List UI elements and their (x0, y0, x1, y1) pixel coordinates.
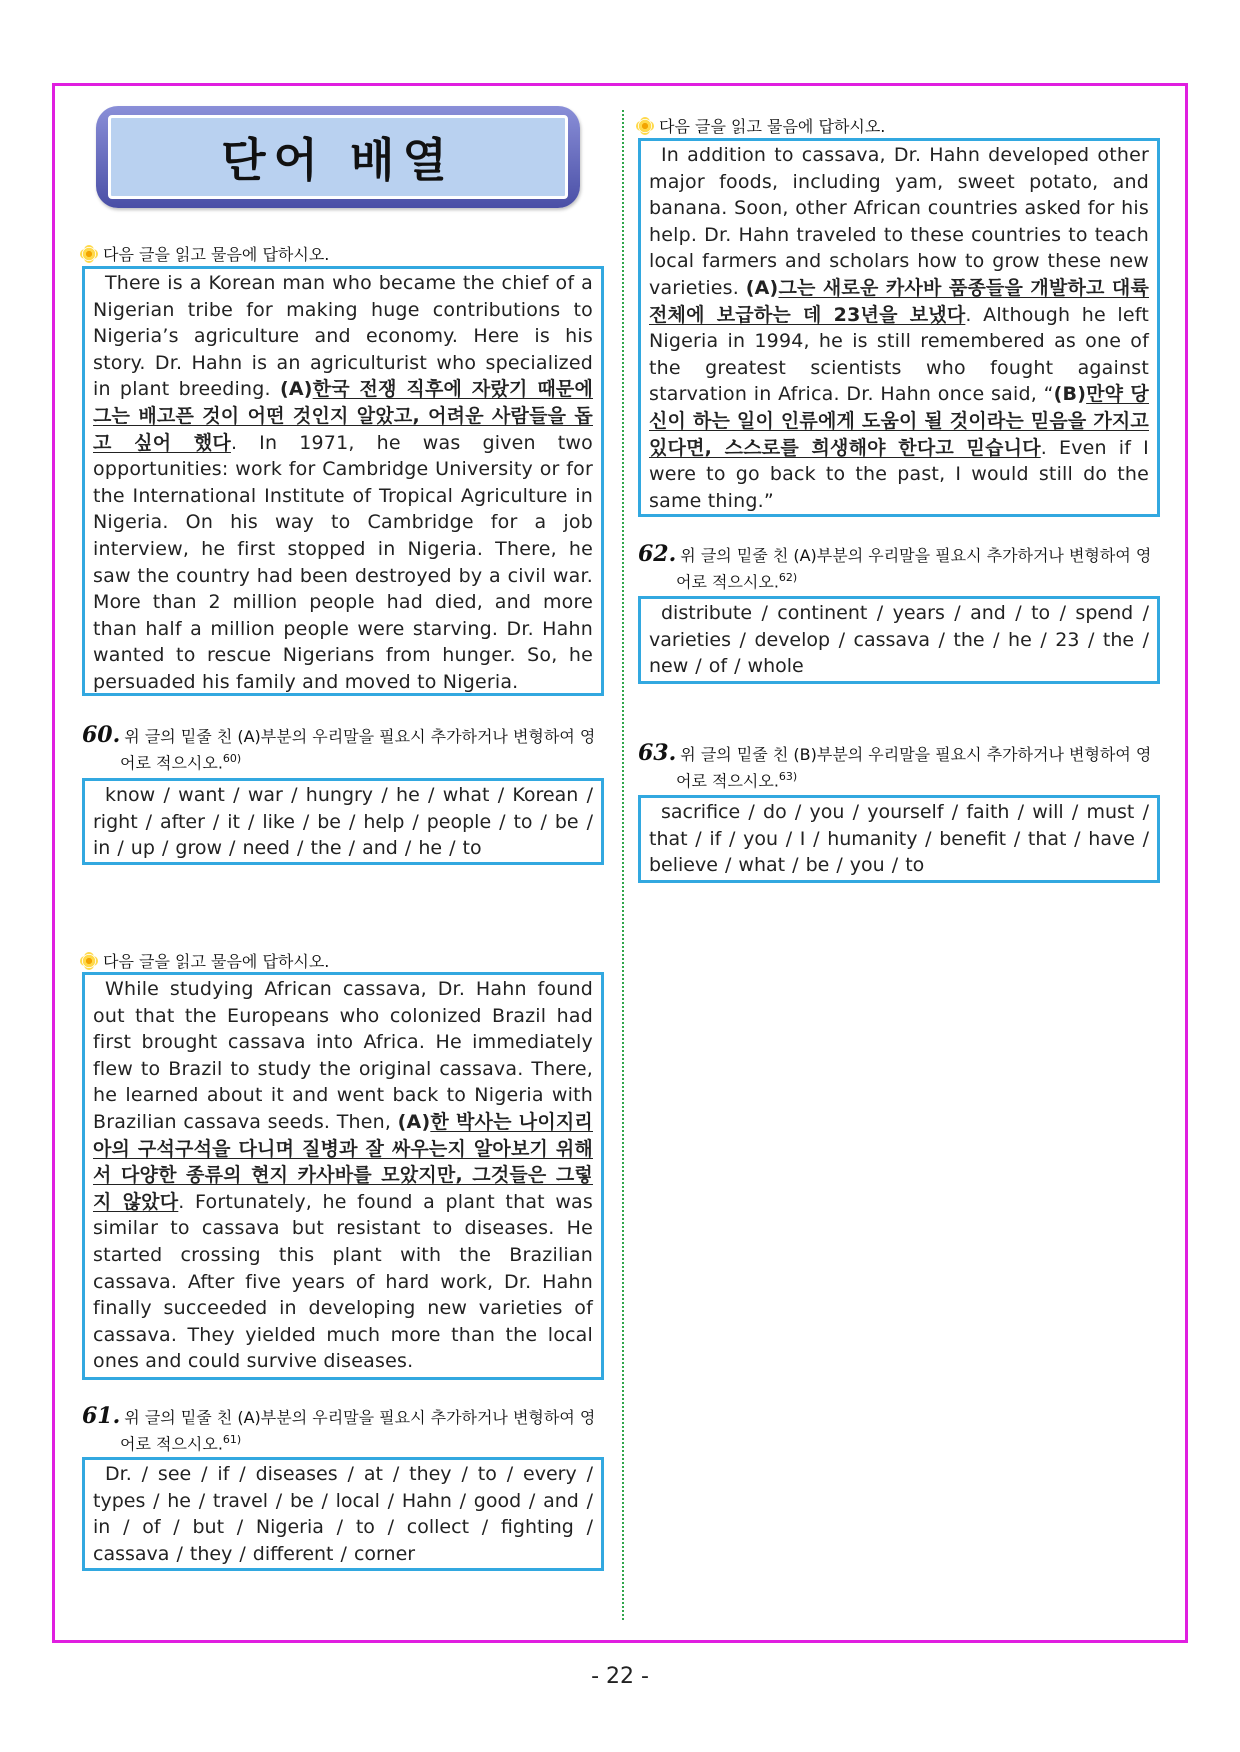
word-bank-63 (638, 795, 1160, 883)
flower-icon (82, 247, 96, 261)
question-60 (82, 724, 604, 774)
question-text: 위 글의 밑줄 친 (A)부분의 우리말을 필요시 추가하거나 변형하여 영 (124, 727, 596, 746)
question-text: 위 글의 밑줄 친 (B)부분의 우리말을 필요시 추가하거나 변형하여 영 (680, 745, 1152, 764)
question-text: 위 글의 밑줄 친 (A)부분의 우리말을 필요시 추가하거나 변형하여 영 (680, 546, 1152, 565)
instruction-text: 다음 글을 읽고 물음에 답하시오. (103, 952, 330, 971)
footnote-ref: 63) (778, 770, 798, 783)
passage-2: While studying African cassava, Dr. Hahn found out that the Europeans who colonized Brazil had first brought cassava into Africa. He immediately flew to Brazil to study the original cassava. There, he learned about it and went back to Nigeria with Brazilian cassava seeds. Then, (A)한 박사는 나이지리아의 구석구석을 다니며 질병과 잘 싸우는지 알아보기 위해서 다양한 종류의 현지 카사바를 모았지만, 그것들은 그렇지 않았다. Fortunately, he found a plant that was similar to cassava but resistant to diseases. He started crossing this plant with the Brazilian cassava. After five years of hard work, Dr. Hahn finally succeeded in developing new varieties of cassava. They yielded much more than the local ones and could survive diseases. (82, 972, 604, 1380)
underlined-korean-a: 한 박사는 나이지리아의 구석구석을 다니며 질병과 잘 싸우는지 알아보기 위해서 다양한 종류의 현지 카사바를 모았지만, 그것들은 그렇지 않았다 (93, 1110, 593, 1213)
question-text-cont: 어로 적으시오. (120, 753, 223, 773)
question-63 (638, 742, 1160, 792)
question-number: 61. (82, 1403, 121, 1429)
question-number: 63. (638, 740, 677, 766)
marker-a: (A) (279, 378, 313, 401)
footnote-ref: 61) (222, 1433, 242, 1446)
marker-a: (A) (745, 276, 779, 299)
word-bank-text: know / want / war / hungry / he / what / Korean / right / after / it / like / be / help / people / to / be / in / up / grow / need / the / and / he / to (93, 784, 593, 860)
passage-1: There is a Korean man who became the chief of a Nigerian tribe for making huge contributions to Nigeria’s agriculture and economy. Here is his story. Dr. Hahn is an agriculturist who specialized in plant breeding. (A)한국 전쟁 직후에 자랐기 때문에 그는 배고픈 것이 어떤 것인지 알았고, 어려운 사람들을 돕고 싶어 했다. In 1971, he was given two opportunities: work for Cambridge University or for the International Institute of Tropical Agriculture in Nigeria. On his way to Cambridge for a job interview, he first stopped in Nigeria. There, he saw the country had been destroyed by a civil war. More than 2 million people had died, and more than half a million people were starving. Dr. Hahn wanted to rescue Nigerians from hunger. So, he persuaded his family and moved to Nigeria. (82, 266, 604, 696)
instruction-text: 다음 글을 읽고 물음에 답하시오. (659, 117, 886, 136)
underlined-korean-b: 만약 당신이 하는 일이 인류에게 도움이 될 것이라는 믿음을 가지고 있다면, 스스로를 희생해야 한다고 믿습니다 (649, 383, 1149, 459)
question-text-cont: 어로 적으시오. (120, 1434, 223, 1454)
flower-icon (82, 954, 96, 968)
passage-3: In addition to cassava, Dr. Hahn developed other major foods, including yam, sweet potato, and banana. Soon, other African countries asked for his help. Dr. Hahn traveled to these countries to teach local farmers and scholars how to grow these new varieties. (A)그는 새로운 카사바 품종들을 개발하고 대륙 전체에 보급하는 데 23년을 보냈다. Although he left Nigeria in 1994, he is still remembered as one of the greatest scientists who fought against starvation in Africa. Dr. Hahn once said, “(B)만약 당신이 하는 일이 인류에게 도움이 될 것이라는 믿음을 가지고 있다면, 스스로를 희생해야 한다고 믿습니다. Even if I were to go back to the past, I would still do the same thing.” (638, 138, 1160, 517)
title-badge (96, 106, 580, 208)
column-divider (622, 110, 624, 1620)
question-62 (638, 543, 1160, 593)
word-bank-60 (82, 778, 604, 865)
marker-b: (B) (1053, 383, 1087, 406)
word-bank-text: sacrifice / do / you / yourself / faith / will / must / that / if / you / I / humanity / benefit / that / have / believe / what / be / you / to (649, 801, 1149, 877)
question-61 (82, 1405, 604, 1455)
word-bank-text: distribute / continent / years / and / to / spend / varieties / develop / cassava / the / he / 23 / the / new / of / whole (649, 602, 1149, 678)
page-title: 단어 배열 (108, 115, 568, 199)
underlined-korean-a: 한국 전쟁 직후에 자랐기 때문에 그는 배고픈 것이 어떤 것인지 알았고, 어려운 사람들을 돕고 싶어 했다 (93, 378, 594, 454)
instruction-2 (82, 949, 329, 972)
instruction-3 (638, 114, 885, 137)
question-number: 60. (82, 722, 121, 748)
page-number: - 22 - (591, 1664, 649, 1689)
word-bank-62 (638, 596, 1160, 684)
footnote-ref: 60) (222, 752, 242, 765)
marker-a: (A) (397, 1110, 431, 1133)
question-text: 위 글의 밑줄 친 (A)부분의 우리말을 필요시 추가하거나 변형하여 영 (124, 1408, 596, 1427)
footnote-ref: 62) (778, 571, 798, 584)
flower-icon (638, 119, 652, 133)
word-bank-61 (82, 1457, 604, 1571)
instruction-text: 다음 글을 읽고 물음에 답하시오. (103, 245, 330, 264)
underlined-korean-a: 그는 새로운 카사바 품종들을 개발하고 대륙 전체에 보급하는 데 23년을 보냈다 (649, 276, 1149, 326)
question-number: 62. (638, 541, 677, 567)
word-bank-text: Dr. / see / if / diseases / at / they / to / every / types / he / travel / be / local / Hahn / good / and / in / of / but / Nigeria / to / collect / fighting / cassava / they / different / corner (93, 1463, 593, 1565)
question-text-cont: 어로 적으시오. (676, 572, 779, 592)
instruction-1 (82, 242, 329, 265)
question-text-cont: 어로 적으시오. (676, 771, 779, 791)
